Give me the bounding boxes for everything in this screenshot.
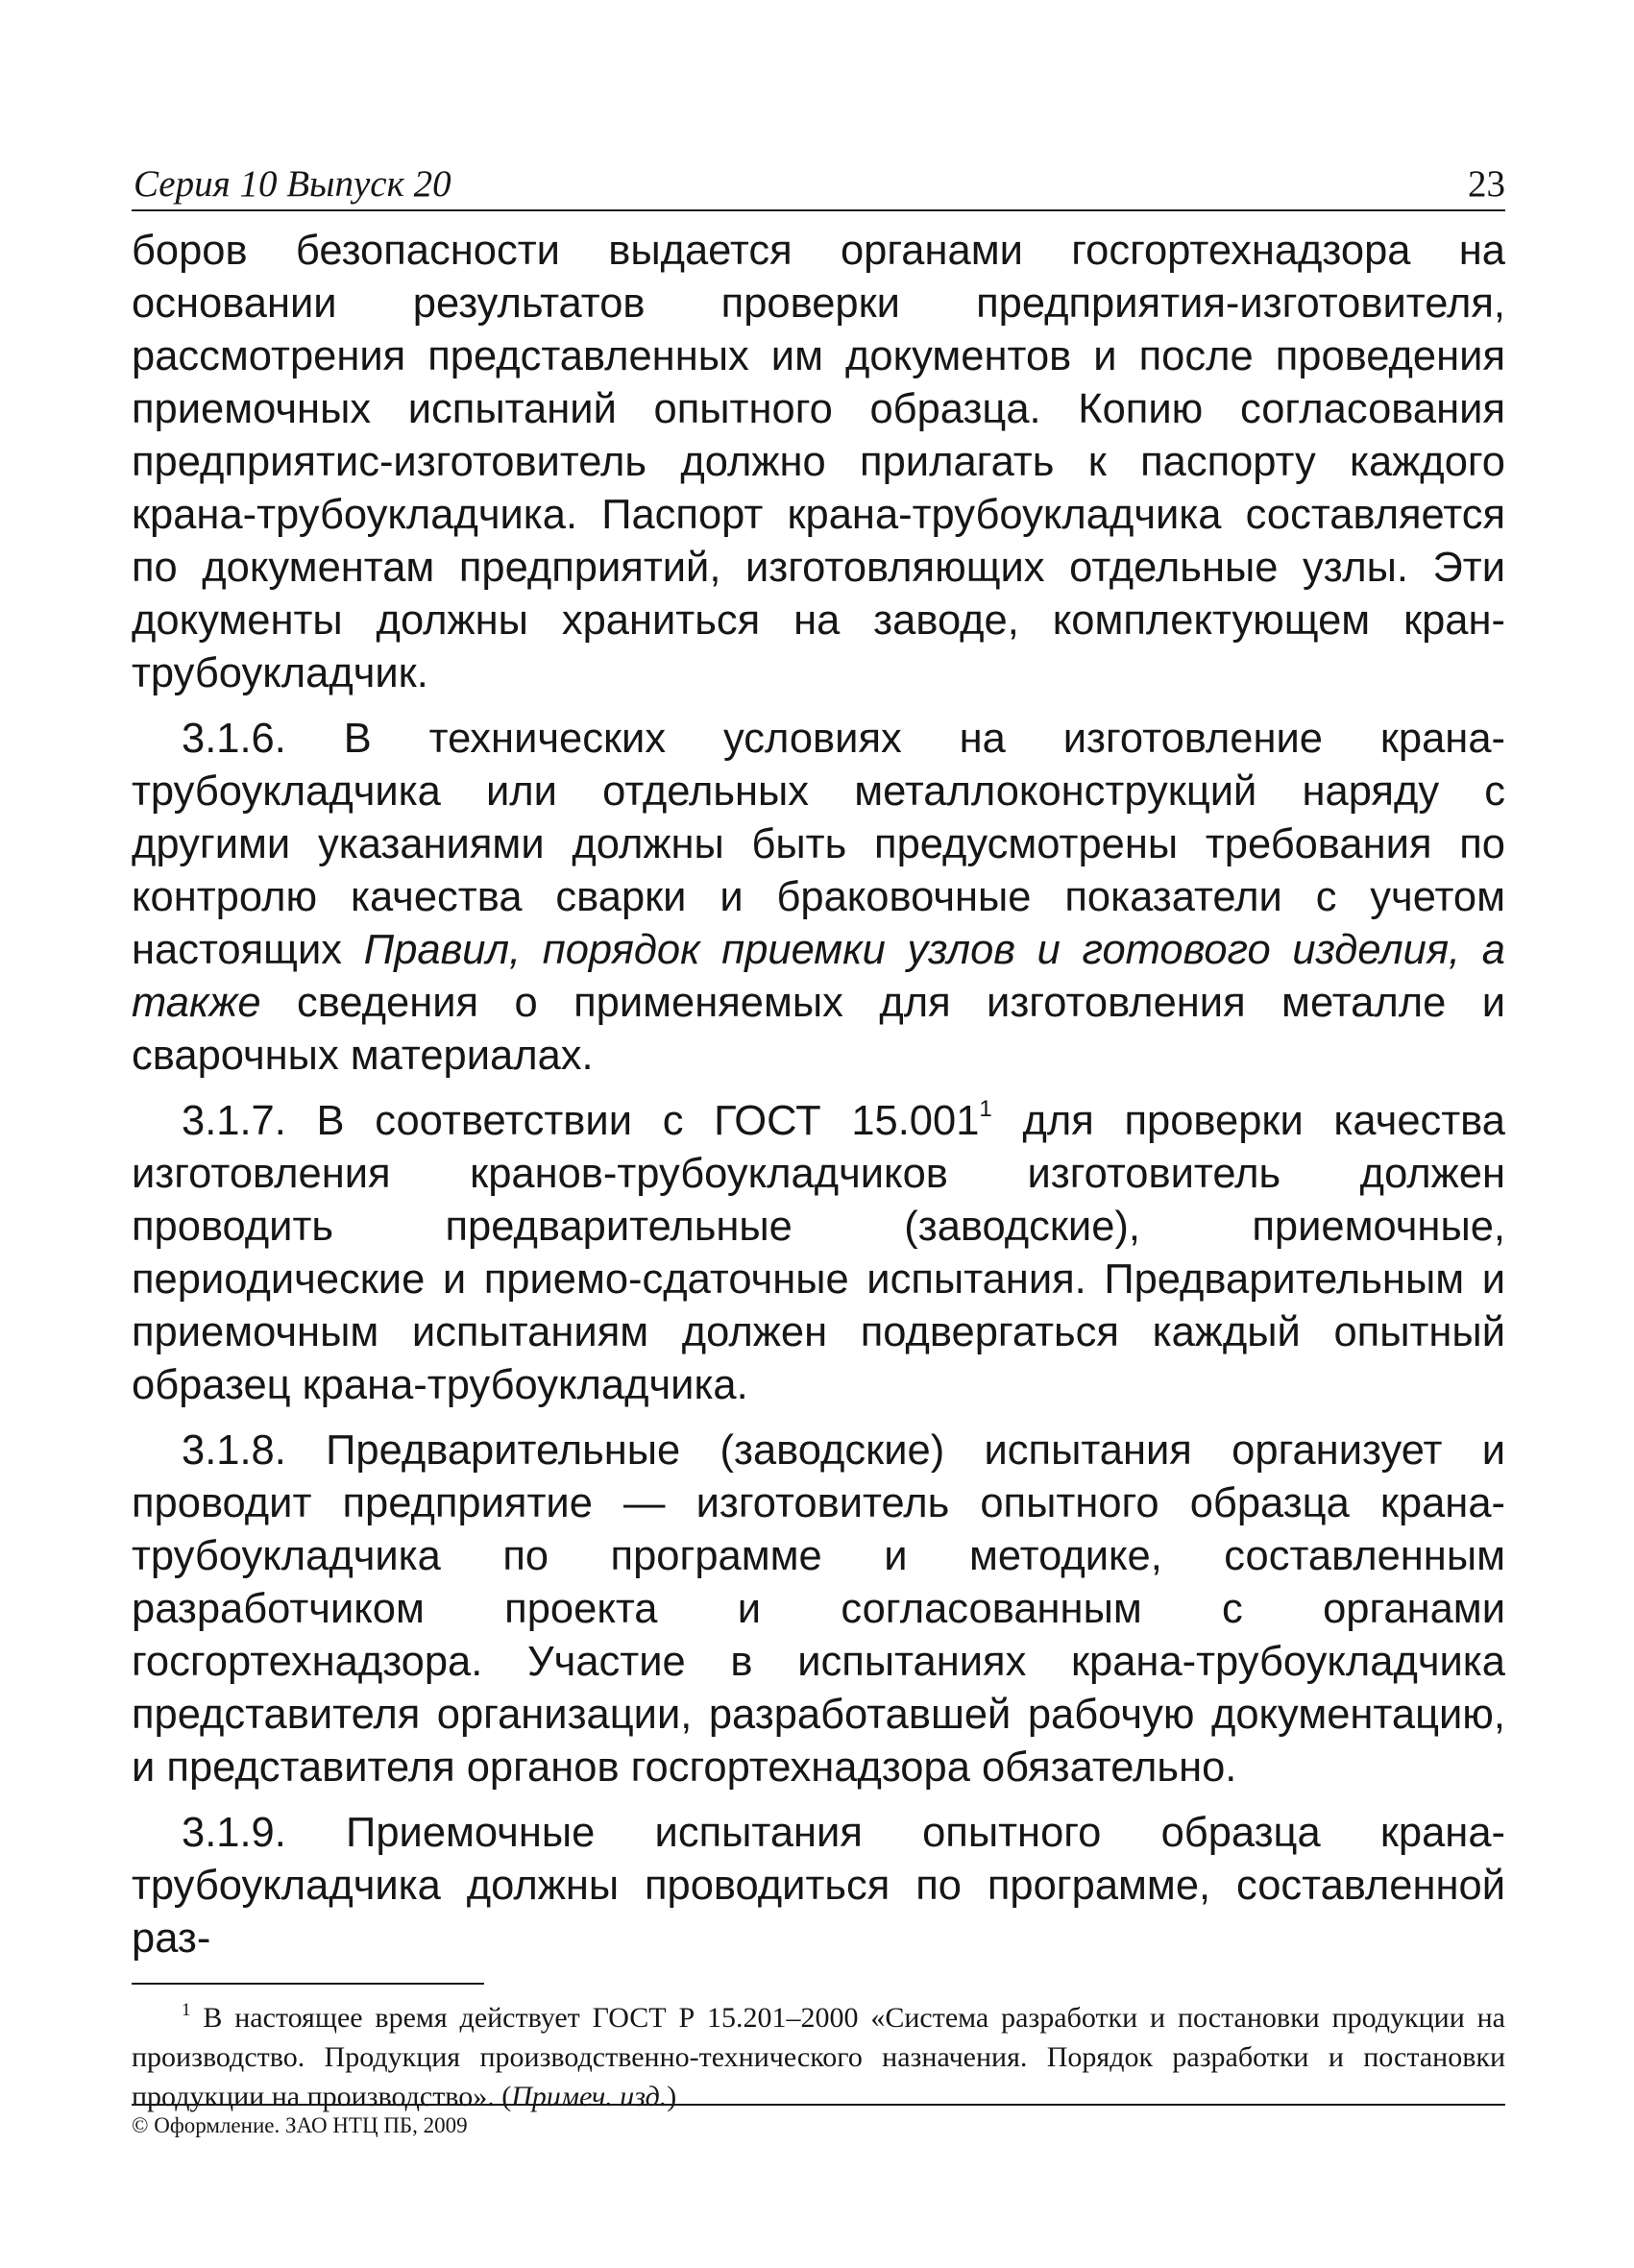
- paragraph-text: для проверки качества изготовления кранов-трубоукладчиков изготовитель должен проводить предварительные (заводские), приемочные, периодические и приемо-сдаточные испытания. Предварительным и приемочным испытаниям должен подвергаться каждый опытный образец крана-трубоукладчика.: [132, 1098, 1505, 1408]
- page-number: 23: [1468, 163, 1505, 205]
- paragraph-3-1-8: [132, 1425, 1505, 1794]
- body-text: [132, 225, 1505, 1965]
- editor-note: Примеч. изд.: [511, 2081, 668, 2112]
- paragraph-text: 3.1.6. В технических условиях на изготовление крана-трубоукладчика или отдельных металлоконструкций наряду с другими указаниями должны быть предусмотрены требования по контролю качества сварки и браковочные показатели с учетом настоящих: [132, 716, 1505, 973]
- paragraph-text: сведения о применяемых для изготовления металле и сварочных материалах.: [132, 980, 1505, 1079]
- paragraph-3-1-9: [132, 1807, 1505, 1965]
- footnote-reference: 1: [979, 1096, 992, 1122]
- italic-phrase: Правил, порядок приемки узлов и готового изделия, а также: [132, 927, 1506, 1026]
- paragraph-text: 3.1.8. Предварительные (заводские) испытания организует и проводит предприятие — изготовитель опытного образца крана-трубоукладчика по программе и методике, составленным разработчиком проекта и согласованным с органами госгортехнадзора. Участие в испытаниях крана-трубоукладчика представителя организации, разработавшей рабочую документацию, и представителя органов госгортехнадзора обязательно.: [132, 1427, 1505, 1791]
- paragraph-text: 3.1.7. В соответствии с ГОСТ 15.001: [182, 1098, 980, 1144]
- running-header: [132, 144, 1505, 211]
- page: [132, 144, 1505, 2145]
- series-title: Серия 10 Выпуск 20: [134, 163, 451, 205]
- copyright-line: © Оформление. ЗАО НТЦ ПБ, 2009: [132, 2113, 468, 2137]
- footnote-mark: 1: [182, 2000, 191, 2020]
- bottom-rule: [132, 2104, 1505, 2106]
- footnote-close: ): [667, 2081, 677, 2112]
- footnote-text: В настоящее время действует ГОСТ Р 15.201–2000 «Система разработки и постановки продукции на производство. Продукция производственно-технического назначения. Порядок разработки и постановки продукции на производство». (: [132, 2002, 1505, 2112]
- paragraph-continuation: [132, 225, 1505, 700]
- paragraph-text: боров безопасности выдается органами госгортехнадзора на основании результатов проверки предприятия-изготовителя, рассмотрения представленных им документов и после проведения приемочных испытаний опытного образца. Копию согласования предприятис-изготовитель должно прилагать к паспорту каждого крана-трубоукладчика. Паспорт крана-трубоукладчика составляется по документам предприятий, изготовляющих отдельные узлы. Эти документы должны храниться на заводе, комплектующем кран-трубоукладчик.: [132, 228, 1505, 696]
- paragraph-3-1-7: [132, 1095, 1505, 1412]
- footnote-rule: [132, 1983, 484, 1985]
- paragraph-3-1-6: [132, 713, 1505, 1083]
- footnote: [132, 1998, 1505, 2116]
- paragraph-text: 3.1.9. Приемочные испытания опытного образца крана-трубоукладчика должны проводиться по программе, составленной раз-: [132, 1810, 1505, 1962]
